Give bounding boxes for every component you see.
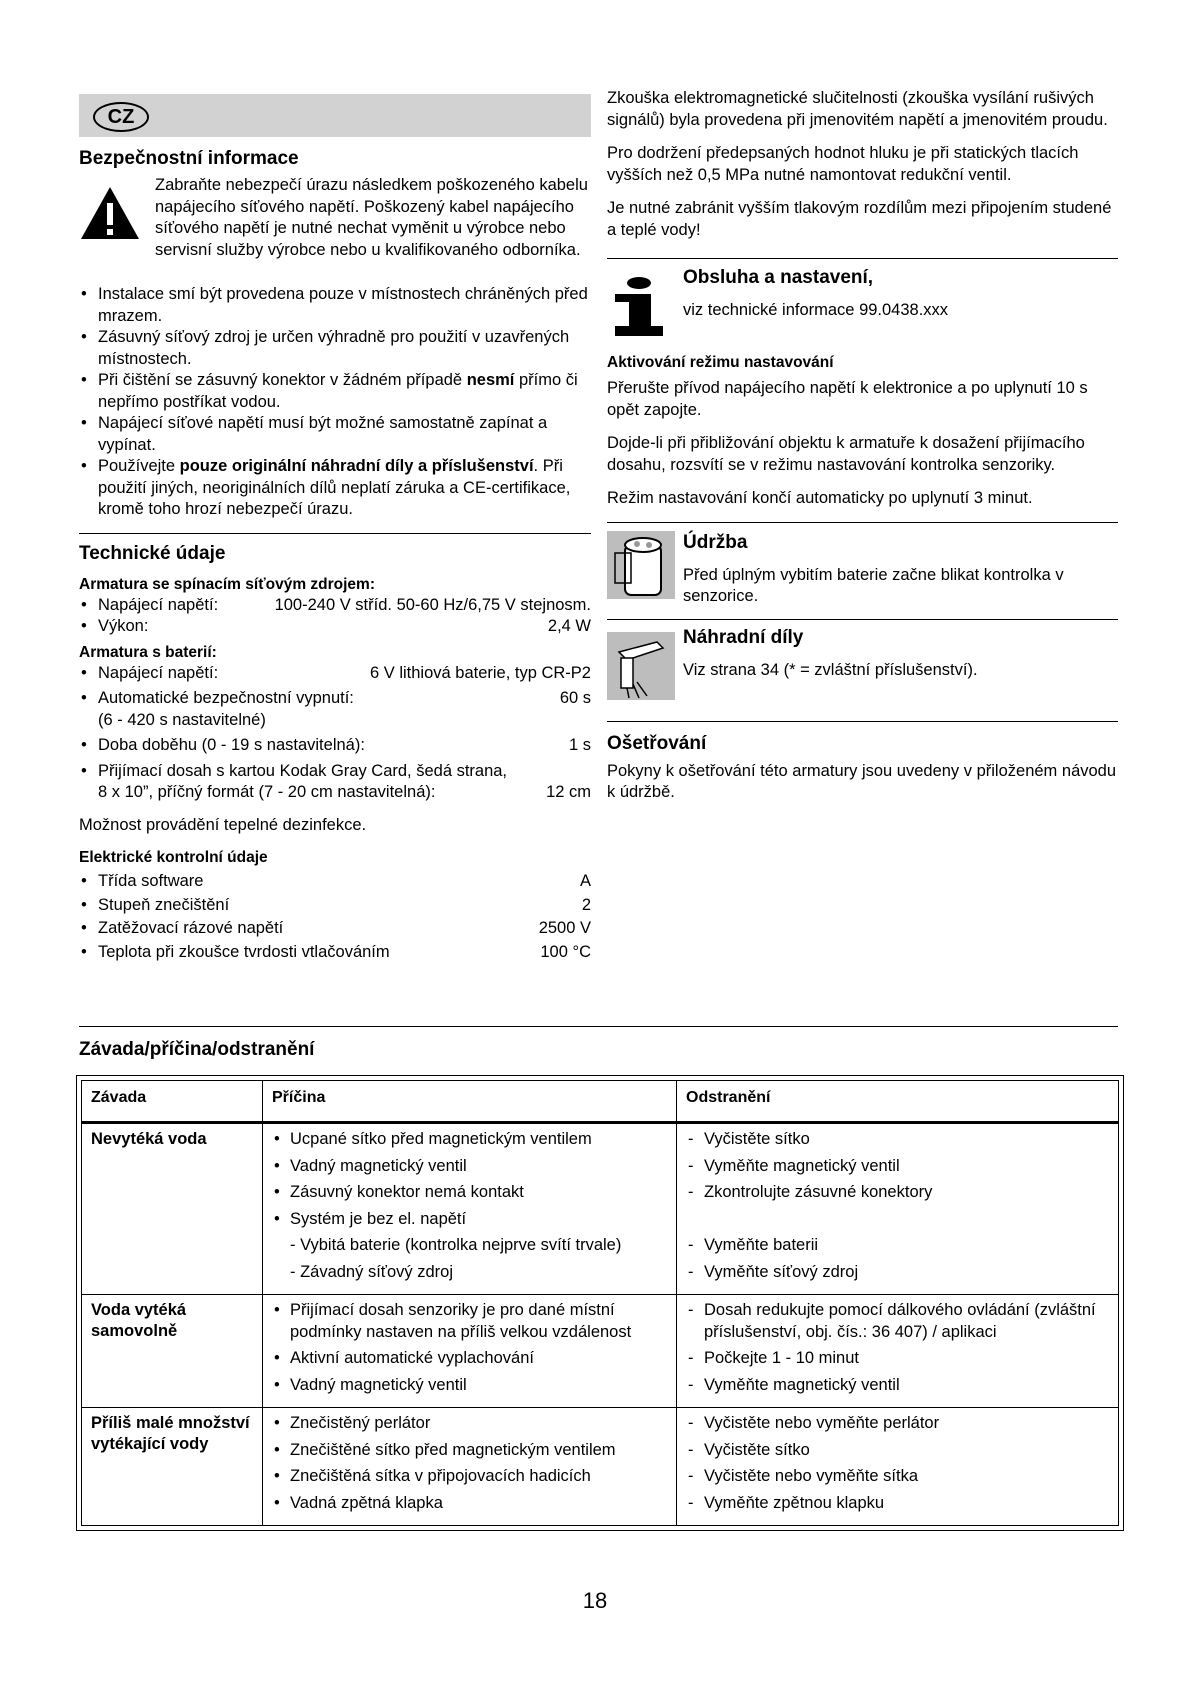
battery-title: Armatura s baterií:: [79, 643, 217, 661]
cause-item: • Vadný magnetický ventil: [272, 1375, 667, 1397]
activation-p2: Dojde-li při přibližování objektu k armatuře k dosažení přijímacího dosahu, rozsvítí se v režimu nastavování kontrolka senzoriky.: [607, 434, 1085, 474]
remedy-item: - Vyměňte baterii: [686, 1235, 1109, 1257]
remedy-item: - Vyměňte magnetický ventil: [686, 1156, 1109, 1178]
fault-label: Příliš malé množství vytékající vody: [91, 1414, 250, 1453]
operation-text: viz technické informace 99.0438.xxx: [683, 301, 949, 319]
safety-bullet: • Instalace smí být provedena pouze v místnostech chráněných před mrazem.: [79, 284, 591, 327]
operation-title: Obsluha a nastavení,: [683, 267, 874, 288]
cause-item: • Zásuvný konektor nemá kontakt: [272, 1182, 667, 1204]
fault-table: [81, 1080, 1119, 1526]
header-remedy: Odstranění: [677, 1081, 1119, 1123]
disinfection-note: Možnost provádění tepelné dezinfekce.: [79, 815, 367, 834]
divider: [607, 619, 1118, 620]
electric-item: • Stupeň znečištění 2: [79, 895, 591, 917]
fault-label: Voda vytéká samovolně: [91, 1301, 187, 1340]
divider: [607, 721, 1118, 722]
table-row: [82, 1295, 1119, 1408]
cause-item: • Přijímací dosah senzoriky je pro dané místní podmínky nastaven na příliš velkou vzdálenost: [272, 1300, 667, 1343]
safety-list: [79, 284, 591, 521]
mains-item: • Výkon: 2,4 W: [79, 616, 591, 638]
cause-item: - Vybitá baterie (kontrolka nejprve svítí trvale): [290, 1236, 622, 1254]
activation-p3: Režim nastavování končí automaticky po uplynutí 3 minut.: [607, 489, 1033, 507]
remedy-item: - Zkontrolujte zásuvné konektory: [686, 1182, 1109, 1204]
remedy-item: - Dosah redukujte pomocí dálkového ovládání (zvláštní příslušenství, obj. čís.: 36 407) / aplikaci: [686, 1300, 1109, 1343]
mains-list: [79, 595, 591, 638]
cause-item: • Ucpané sítko před magnetickým ventilem: [272, 1129, 667, 1151]
header-fault: Závada: [82, 1081, 263, 1123]
cause-item: • Znečištěná sítka v připojovacích hadicích: [272, 1466, 667, 1488]
faucet-icon: [607, 632, 675, 700]
noise-text: Pro dodržení předepsaných hodnot hluku je při statických tlacích vyšších než 0,5 MPa nutné namontovat redukční ventil.: [607, 144, 1079, 184]
remedy-item: - Vyměňte magnetický ventil: [686, 1375, 1109, 1397]
table-header-row: [82, 1081, 1119, 1123]
safety-bullet: • Při čištění se zásuvný konektor v žádném případě nesmí přímo či nepřímo postříkat vodou.: [79, 370, 591, 413]
activation-title: Aktivování režimu nastavování: [607, 354, 834, 371]
safety-bullet: • Používejte pouze originální náhradní díly a příslušenství. Při použití jiných, neoriginálních dílů neplatí záruka a CE-certifikace, kromě toho hrozí nebezpečí úrazu.: [79, 456, 591, 521]
cause-item: • Znečistěný perlátor: [272, 1413, 667, 1435]
divider: [607, 258, 1118, 259]
care-text: Pokyny k ošetřování této armatury jsou uvedeny v přiloženém návodu k údržbě.: [607, 761, 1117, 801]
battery-item: • Automatické bezpečnostní vypnutí: 60 s (6 - 420 s nastavitelné): [79, 688, 591, 731]
remedy-item: [686, 1209, 1109, 1231]
cause-item: • Vadná zpětná klapka: [272, 1493, 667, 1515]
language-badge: CZ: [93, 102, 149, 132]
remedy-item: - Vyčistěte nebo vyměňte sítka: [686, 1466, 1109, 1488]
remedy-item: - Vyměňte zpětnou klapku: [686, 1493, 1109, 1515]
care-title: Ošetřování: [607, 732, 707, 754]
info-icon: [613, 276, 665, 340]
spares-title: Náhradní díly: [683, 626, 804, 648]
emc-text: Zkouška elektromagnetické slučitelnosti (zkouška vysílání rušivých signálů) byla provedena při jmenovitém napětí a jmenovitém proudu.: [607, 89, 1108, 129]
divider: [79, 1026, 1118, 1027]
cause-item: • Aktivní automatické vyplachování: [272, 1348, 667, 1370]
battery-list: [79, 663, 591, 804]
remedy-item: - Vyměňte síťový zdroj: [686, 1262, 1109, 1284]
language-bar: [79, 94, 591, 137]
activation-p1: Přerušte přívod napájecího napětí k elektronice a po uplynutí 10 s opět zapojte.: [607, 379, 1088, 419]
cause-item: • Znečištěné sítko před magnetickým ventilem: [272, 1440, 667, 1462]
operation-block: [607, 266, 1118, 346]
safety-title: Bezpečnostní informace: [79, 148, 299, 169]
fault-table-frame: [76, 1075, 1124, 1531]
electric-item: • Zatěžovací rázové napětí 2500 V: [79, 918, 591, 940]
battery-item: • Doba doběhu (0 - 19 s nastavitelná): 1 s: [79, 735, 591, 757]
battery-icon: [607, 531, 675, 599]
remedy-item: - Vyčistěte nebo vyměňte perlátor: [686, 1413, 1109, 1435]
maintenance-title: Údržba: [683, 531, 748, 553]
fault-label: Nevytéká voda: [91, 1130, 207, 1148]
header-cause: Příčina: [263, 1081, 677, 1123]
right-column: [607, 88, 1118, 804]
cause-item: • Vadný magnetický ventil: [272, 1156, 667, 1178]
spares-block: [607, 626, 1118, 716]
safety-bullet: • Zásuvný síťový zdroj je určen výhradně pro použití v uzavřených místnostech.: [79, 327, 591, 370]
cause-item: - Závadný síťový zdroj: [290, 1262, 453, 1281]
electric-item: • Teplota při zkoušce tvrdosti vtlačováním 100 °C: [79, 942, 591, 964]
electric-list: [79, 871, 591, 963]
cause-item: • Systém je bez el. napětí: [272, 1209, 667, 1231]
mains-item: • Napájecí napětí: 100-240 V stříd. 50-60 Hz/6,75 V stejnosm.: [79, 595, 591, 617]
maintenance-block: [607, 531, 1118, 613]
divider: [79, 533, 591, 534]
battery-item: • Přijímací dosah s kartou Kodak Gray Card, šedá strana, 8 x 10”, příčný formát (7 - 20 cm nastavitelná): 12 cm: [79, 761, 591, 804]
warning-text: Zabraňte nebezpečí úrazu následkem poškozeného kabelu napájecího síťového napětí. Poškozený kabel napájecího síťového napětí je nutné nechat vyměnit u výrobce nebo servisní služby výrobce nebo u kvalifikovaného odborníka.: [155, 176, 588, 259]
remedy-item: - Vyčistěte sítko: [686, 1440, 1109, 1462]
pressure-text: Je nutné zabránit vyšším tlakovým rozdílům mezi připojením studené a teplé vody!: [607, 199, 1112, 239]
remedy-item: - Počkejte 1 - 10 minut: [686, 1348, 1109, 1370]
maintenance-text: Před úplným vybitím baterie začne blikat kontrolka v senzorice.: [683, 565, 1064, 605]
electric-item: • Třída software A: [79, 871, 591, 893]
spares-text: Viz strana 34 (* = zvláštní příslušenství).: [683, 660, 978, 679]
fault-section-title: Závada/příčina/odstranění: [79, 1039, 315, 1060]
remedy-item: - Vyčistěte sítko: [686, 1129, 1109, 1151]
tech-title: Technické údaje: [79, 542, 226, 564]
safety-warning: [79, 175, 591, 283]
battery-item: • Napájecí napětí: 6 V lithiová baterie, typ CR-P2: [79, 663, 591, 685]
safety-bullet: • Napájecí síťové napětí musí být možné samostatně zapínat a vypínat.: [79, 413, 591, 456]
divider: [607, 522, 1118, 523]
left-column: [79, 94, 591, 963]
table-row: [82, 1408, 1119, 1526]
page-number: 18: [582, 1588, 608, 1613]
warning-icon: [79, 185, 141, 241]
electric-title: Elektrické kontrolní údaje: [79, 849, 268, 866]
table-row: [82, 1123, 1119, 1295]
mains-title: Armatura se spínacím síťovým zdrojem:: [79, 575, 375, 593]
